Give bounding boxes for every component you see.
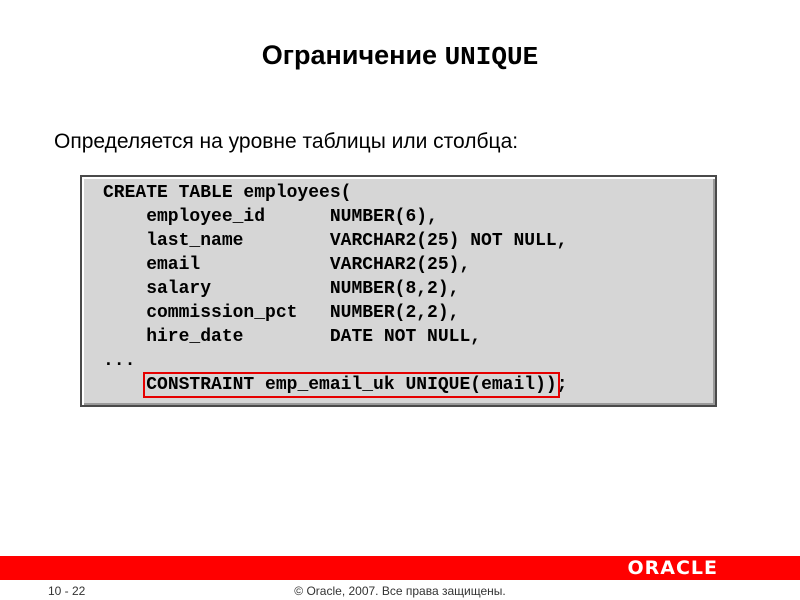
code-indent xyxy=(103,375,146,395)
footer-bar xyxy=(0,556,800,580)
slide-title xyxy=(0,40,800,72)
code-box xyxy=(80,175,717,407)
oracle-logo: ORACLE xyxy=(627,557,718,579)
code-block xyxy=(103,181,568,397)
code-line: salary NUMBER(8,2), xyxy=(103,279,460,299)
title-text: Ограничение xyxy=(261,40,445,70)
title-keyword: UNIQUE xyxy=(444,42,539,72)
code-line: employee_id NUMBER(6), xyxy=(103,207,438,227)
page-number: 10 - 22 xyxy=(48,584,86,598)
slide-subtitle: Определяется на уровне таблицы или столбца: xyxy=(54,130,519,153)
code-line: email VARCHAR2(25), xyxy=(103,255,471,275)
code-line: CREATE TABLE employees( xyxy=(103,183,352,203)
code-line-constraint xyxy=(103,373,568,397)
copyright-text: © Oracle, 2007. Все права защищены. xyxy=(294,584,506,598)
code-line: last_name VARCHAR2(25) NOT NULL, xyxy=(103,231,568,251)
code-line: commission_pct NUMBER(2,2), xyxy=(103,303,460,323)
code-semicolon: ; xyxy=(556,375,568,395)
code-line: ... xyxy=(103,351,136,371)
constraint-highlight: CONSTRAINT emp_email_uk UNIQUE(email)) xyxy=(146,375,557,395)
code-line: hire_date DATE NOT NULL, xyxy=(103,327,482,347)
